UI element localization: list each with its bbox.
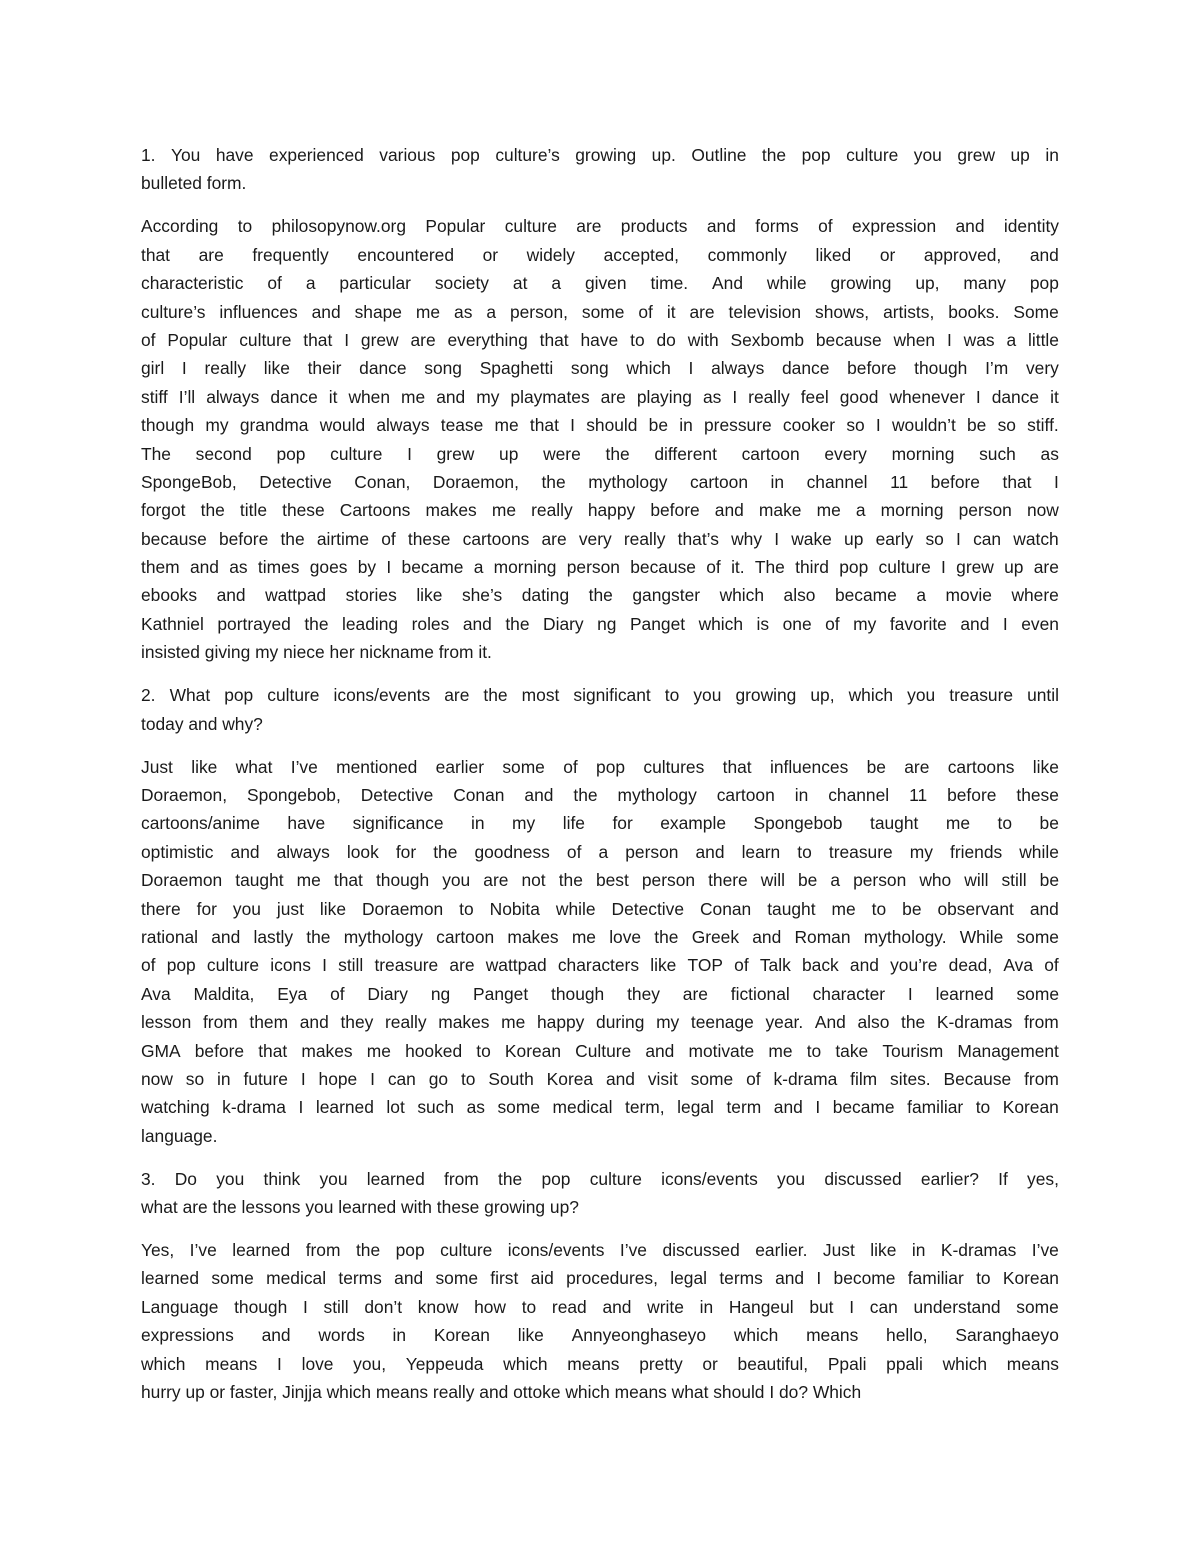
question-1 [141, 141, 1059, 198]
text-line: Kathniel portrayed the leading roles and the Diary ng Panget which is one of my favorite and I even [141, 613, 1059, 634]
text-line: there for you just like Doraemon to Nobita while Detective Conan taught me to be observant and [141, 898, 1059, 919]
text-line: of pop culture icons I still treasure are wattpad characters like TOP of Talk back and you’re dead, Ava of [141, 955, 1059, 976]
paragraph-gap [141, 738, 1059, 753]
question-3 [141, 1165, 1059, 1222]
text-line: Doraemon taught me that though you are not the best person there will be a person who will still be [141, 870, 1059, 891]
text-line: language. [141, 1125, 218, 1146]
text-line: now so in future I hope I can go to South Korea and visit some of k-drama film sites. Because from [141, 1068, 1059, 1089]
text-line: what are the lessons you learned with these growing up? [141, 1197, 579, 1218]
text-line: The second pop culture I grew up were the different cartoon every morning such as [141, 443, 1059, 464]
paragraph-gap [141, 1221, 1059, 1236]
text-line: them and as times goes by I became a morning person because of it. The third pop culture I grew up are [141, 557, 1059, 578]
text-line: rational and lastly the mythology cartoon makes me love the Greek and Roman mythology. While some [141, 926, 1059, 947]
text-line: insisted giving my niece her nickname from it. [141, 642, 492, 663]
text-line: though my grandma would always tease me that I should be in pressure cooker so I wouldn’t be so stiff. [141, 415, 1059, 436]
answer-3 [141, 1236, 1059, 1406]
text-line: learned some medical terms and some first aid procedures, legal terms and I become familiar to Korean [141, 1268, 1059, 1289]
text-line: girl I really like their dance song Spaghetti song which I always dance before though I’m very [141, 358, 1059, 379]
text-line: lesson from them and they really makes me happy during my teenage year. And also the K-dramas from [141, 1012, 1059, 1033]
text-line: hurry up or faster, Jinjja which means really and ottoke which means what should I do? Which [141, 1381, 862, 1402]
text-line: Doraemon, Spongebob, Detective Conan and the mythology cartoon in channel 11 before these [141, 784, 1059, 805]
document-body [141, 141, 1059, 1406]
text-line: because before the airtime of these cartoons are very really that’s why I wake up early so I can watch [141, 528, 1059, 549]
text-line: Just like what I’ve mentioned earlier some of pop cultures that influences be are cartoons like [141, 756, 1059, 777]
answer-2 [141, 753, 1059, 1150]
paragraph-gap [141, 667, 1059, 682]
text-line: forgot the title these Cartoons makes me really happy before and make me a morning person now [141, 500, 1059, 521]
text-line: culture’s influences and shape me as a person, some of it are television shows, artists, books. Some [141, 301, 1059, 322]
text-line: GMA before that makes me hooked to Korean Culture and motivate me to take Tourism Management [141, 1040, 1059, 1061]
text-line: stiff I’ll always dance it when me and my playmates are playing as I really feel good whenever I dance it [141, 386, 1059, 407]
text-line: expressions and words in Korean like Annyeonghaseyo which means hello, Saranghaeyo [141, 1325, 1059, 1346]
question-2 [141, 681, 1059, 738]
text-line: cartoons/anime have significance in my life for example Spongebob taught me to be [141, 813, 1059, 834]
text-line: of Popular culture that I grew are everything that have to do with Sexbomb because when I was a little [141, 329, 1059, 350]
text-line: Language though I still don’t know how to read and write in Hangeul but I can understand some [141, 1296, 1059, 1317]
answer-1 [141, 212, 1059, 666]
paragraph-gap [141, 1150, 1059, 1165]
text-line: 2. What pop culture icons/events are the most significant to you growing up, which you treasure until [141, 685, 1059, 706]
text-line: watching k-drama I learned lot such as some medical term, legal term and I became familiar to Korean [141, 1097, 1059, 1118]
text-line: Yes, I’ve learned from the pop culture icons/events I’ve discussed earlier. Just like in K-dramas I’ve [141, 1240, 1059, 1261]
text-line: today and why? [141, 713, 263, 734]
text-line: bulleted form. [141, 173, 247, 194]
paragraph-gap [141, 198, 1059, 213]
text-line: SpongeBob, Detective Conan, Doraemon, the mythology cartoon in channel 11 before that I [141, 471, 1059, 492]
text-line: optimistic and always look for the goodness of a person and learn to treasure my friends while [141, 841, 1059, 862]
text-line: 3. Do you think you learned from the pop culture icons/events you discussed earlier? If yes, [141, 1168, 1059, 1189]
text-line: which means I love you, Yeppeuda which means pretty or beautiful, Ppali ppali which means [141, 1353, 1059, 1374]
text-line: ebooks and wattpad stories like she’s dating the gangster which also became a movie where [141, 585, 1059, 606]
text-line: Ava Maldita, Eya of Diary ng Panget though they are fictional character I learned some [141, 983, 1059, 1004]
text-line: characteristic of a particular society at a given time. And while growing up, many pop [141, 273, 1059, 294]
text-line: 1. You have experienced various pop culture’s growing up. Outline the pop culture you grew up in [141, 145, 1059, 165]
text-line: that are frequently encountered or widely accepted, commonly liked or approved, and [141, 244, 1059, 265]
text-line: According to philosopynow.org Popular culture are products and forms of expression and identity [141, 216, 1059, 237]
